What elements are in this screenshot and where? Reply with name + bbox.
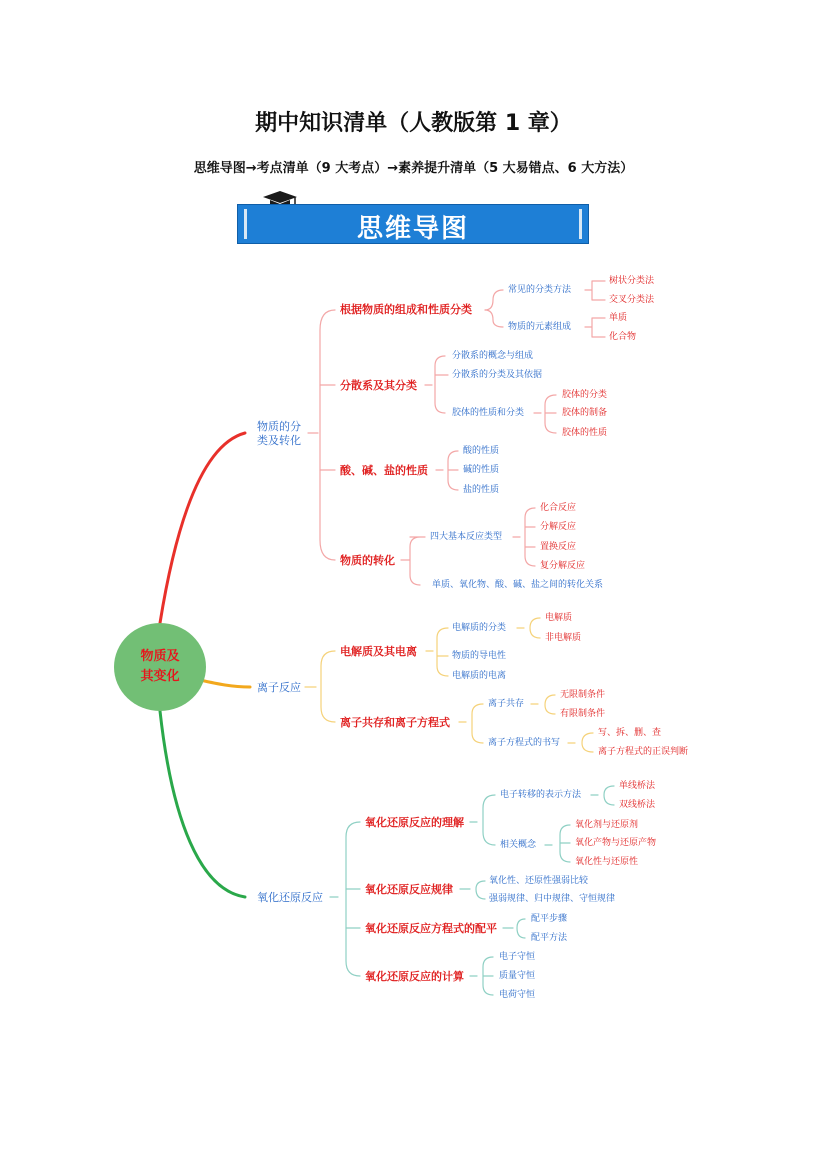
node-redox-understanding: 氧化还原反应的理解 xyxy=(365,816,464,829)
leaf-compound: 化合物 xyxy=(609,332,637,342)
node-conversion-relations: 单质、氧化物、酸、碱、盐之间的转化关系 xyxy=(432,580,604,590)
node-related-concepts: 相关概念 xyxy=(500,840,537,850)
leaf-acid-properties: 酸的性质 xyxy=(463,446,500,456)
branch-classification-label-2: 类及转化 xyxy=(257,434,301,447)
leaf-electron-conservation: 电子守恒 xyxy=(499,952,536,962)
leaf-base-properties: 碱的性质 xyxy=(463,465,500,475)
leaf-mass-conservation: 质量守恒 xyxy=(499,971,536,981)
leaf-with-restriction: 有限制条件 xyxy=(560,709,606,719)
node-dispersion-concept: 分散系的概念与组成 xyxy=(452,351,534,361)
leaf-equation-judgment: 离子方程式的正误判断 xyxy=(598,747,689,757)
leaf-double-decomposition: 复分解反应 xyxy=(540,561,586,571)
leaf-oxidant-reductant: 氧化剂与还原剂 xyxy=(575,820,639,830)
branch-redox-label: 氧化还原反应 xyxy=(257,891,323,904)
node-colloid-properties: 胶体的性质和分类 xyxy=(452,408,525,418)
node-redox-balancing: 氧化还原反应方程式的配平 xyxy=(365,922,497,935)
node-electrolyte-classification: 电解质的分类 xyxy=(452,623,507,633)
leaf-simple-substance: 单质 xyxy=(609,313,628,323)
node-dispersion-systems: 分散系及其分类 xyxy=(340,379,417,392)
leaf-single-bridge: 单线桥法 xyxy=(619,781,656,791)
leaf-write-split-delete-check: 写、拆、删、查 xyxy=(598,728,662,738)
node-electrolyte-ionization: 电解质及其电离 xyxy=(340,645,417,658)
leaf-oxidizing-reducing: 氧化性与还原性 xyxy=(575,857,639,867)
page-subtitle: 思维导图→考点清单（9 大考点）→素养提升清单（5 大易错点、6 大方法） xyxy=(193,161,634,176)
leaf-cross-classification: 交叉分类法 xyxy=(609,295,655,305)
leaf-displacement: 置换反应 xyxy=(540,542,577,552)
node-ionic-equation-writing: 离子方程式的书写 xyxy=(488,738,561,748)
leaf-colloid-nature: 胶体的性质 xyxy=(562,428,608,438)
leaf-tree-classification: 树状分类法 xyxy=(609,276,655,286)
branch-classification-label-1: 物质的分 xyxy=(257,420,301,433)
page-title: 期中知识清单（人教版第 1 章） xyxy=(255,111,572,136)
leaf-no-restriction: 无限制条件 xyxy=(560,690,606,700)
leaf-double-bridge: 双线桥法 xyxy=(619,800,656,810)
leaf-balancing-methods: 配平方法 xyxy=(531,933,568,943)
leaf-rules-summary: 强弱规律、归中规律、守恒规律 xyxy=(489,894,616,904)
leaf-charge-conservation: 电荷守恒 xyxy=(499,990,536,1000)
branch-ionic-reactions-label: 离子反应 xyxy=(257,681,301,694)
node-electron-transfer: 电子转移的表示方法 xyxy=(500,790,582,800)
node-redox-calculation: 氧化还原反应的计算 xyxy=(365,970,464,983)
node-acid-base-salt: 酸、碱、盐的性质 xyxy=(340,464,428,477)
leaf-electrolyte-ionization: 电解质的电离 xyxy=(452,671,507,681)
leaf-decomposition: 分解反应 xyxy=(540,522,577,532)
leaf-salt-properties: 盐的性质 xyxy=(463,485,500,495)
node-redox-rules: 氧化还原反应规律 xyxy=(365,883,453,896)
leaf-electrolyte: 电解质 xyxy=(545,613,573,623)
node-ion-coexistence: 离子共存 xyxy=(488,699,525,709)
node-dispersion-basis: 分散系的分类及其依据 xyxy=(452,370,543,380)
node-ion-coexistence-equations: 离子共存和离子方程式 xyxy=(340,716,450,729)
leaf-colloid-classification: 胶体的分类 xyxy=(562,390,608,400)
node-four-reaction-types: 四大基本反应类型 xyxy=(430,532,503,542)
node-element-composition: 物质的元素组成 xyxy=(508,322,572,332)
leaf-balancing-steps: 配平步骤 xyxy=(531,914,568,924)
node-classification-methods: 常见的分类方法 xyxy=(508,285,572,295)
banner-title: 思维导图 xyxy=(356,214,469,244)
leaf-conductivity: 物质的导电性 xyxy=(452,651,507,661)
node-substance-transformation: 物质的转化 xyxy=(340,554,395,567)
leaf-non-electrolyte: 非电解质 xyxy=(545,633,582,643)
leaf-colloid-preparation: 胶体的制备 xyxy=(562,408,608,418)
leaf-combination: 化合反应 xyxy=(540,503,577,513)
node-classify-by-composition: 根据物质的组成和性质分类 xyxy=(340,303,472,316)
root-node: 物质及 其变化 xyxy=(114,623,206,711)
leaf-oxidation-products: 氧化产物与还原产物 xyxy=(575,838,657,848)
leaf-strength-comparison: 氧化性、还原性强弱比较 xyxy=(489,876,589,886)
